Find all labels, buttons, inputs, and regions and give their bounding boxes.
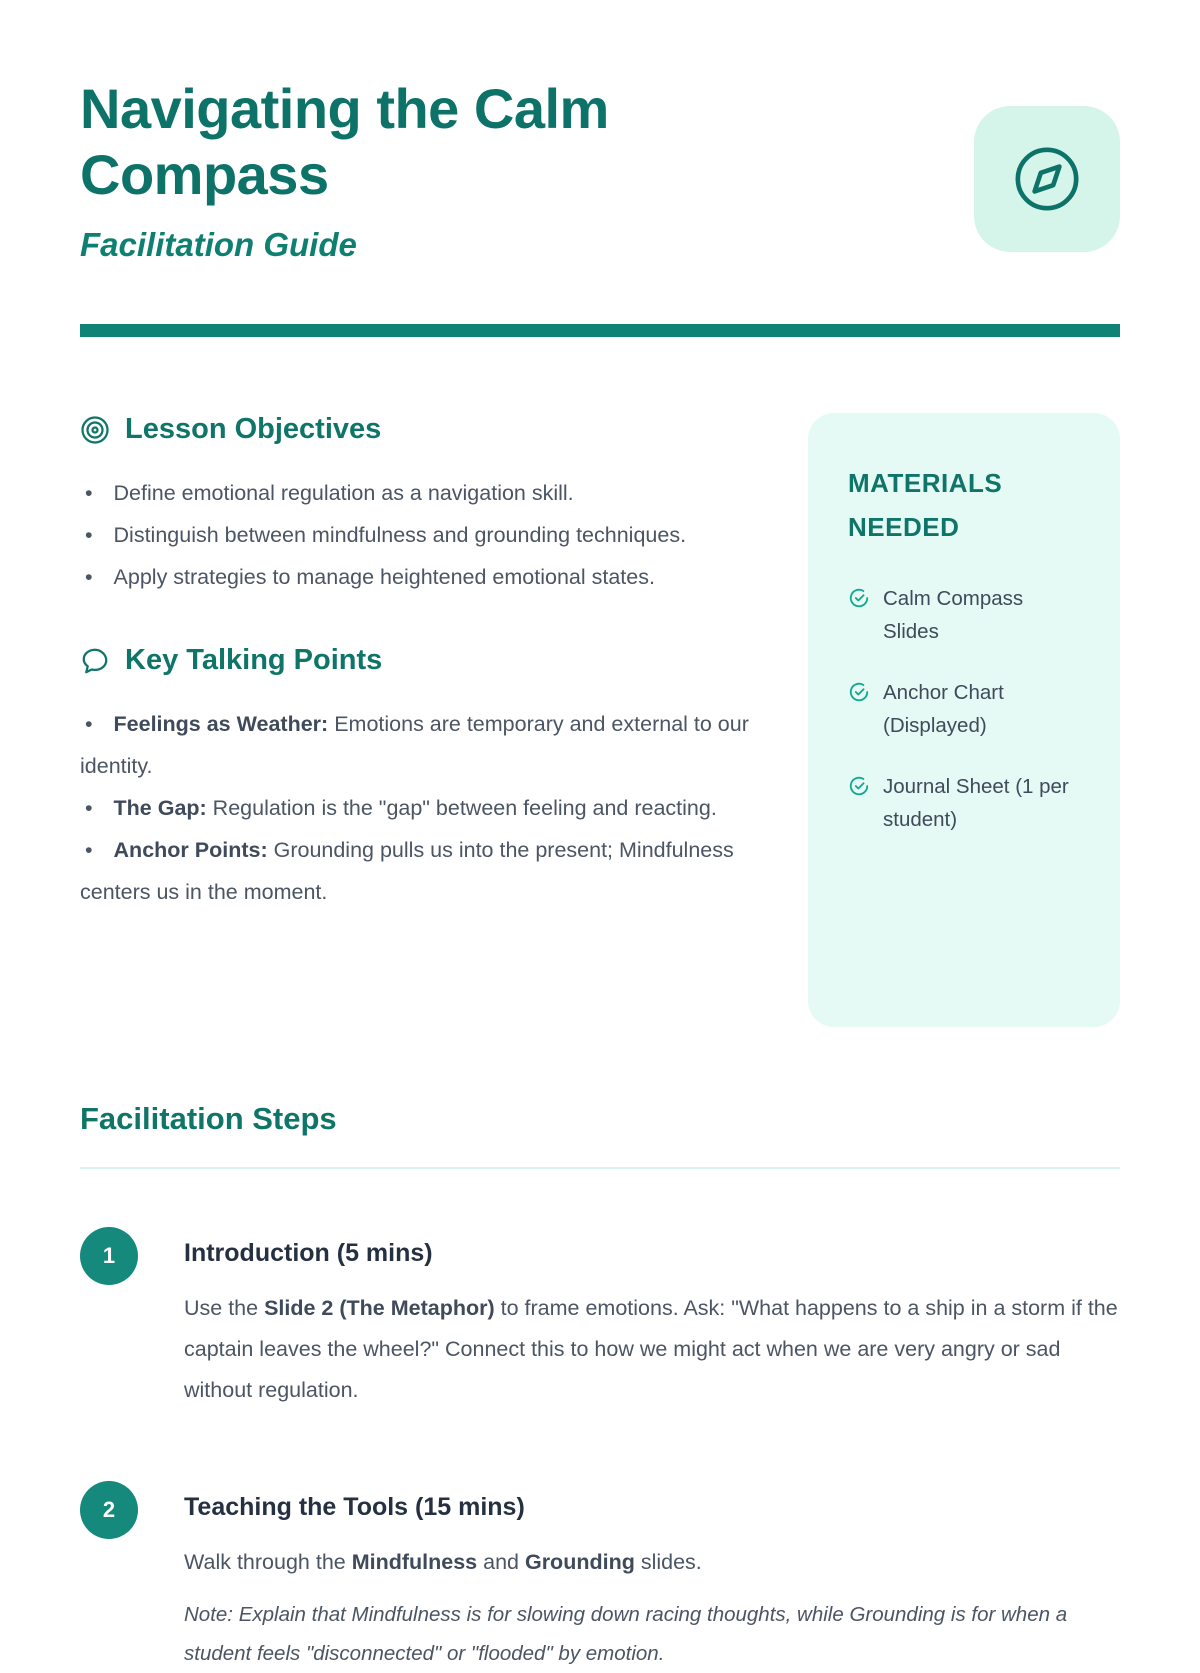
step-body [184,1542,1120,1583]
page-subtitle: Facilitation Guide [80,226,357,264]
objective-text: Apply strategies to manage heightened emotional states. [113,565,655,590]
steps-divider [80,1167,1120,1169]
talking-point-text: Regulation is the "gap" between feeling and reacting. [206,796,717,821]
header-text [80,76,800,264]
step-body-text: Use the [184,1296,265,1321]
step-body-text: and [477,1550,525,1575]
step-body-bold: Grounding [524,1550,635,1575]
material-text: Calm Compass Slides [883,586,1024,643]
talking-point-lead: Feelings as Weather: [113,712,329,737]
talking-point-item [80,829,770,913]
content-columns [80,413,1120,1027]
objective-text: Distinguish between mindfulness and grounding techniques. [113,523,687,548]
step-note: Note: Explain that Mindfulness is for slowing down racing thoughts, while Grounding is for when a student feels "disconnected" or "flooded" by emotion. [184,1603,1068,1666]
compass-badge [974,106,1120,252]
step-item-1 [80,1227,1120,1411]
talking-point-item [80,787,770,829]
talking-point-text: Emotions are temporary and external to our identity. [80,712,749,779]
step-item-2 [80,1481,1120,1673]
step-title: Teaching the Tools (15 mins) [184,1493,525,1522]
header [80,76,1120,264]
step-body-text: Walk through the [184,1550,352,1575]
compass-icon [1012,144,1082,214]
step-number-badge: 1 [80,1227,138,1285]
speech-bubble-icon [80,646,110,676]
lesson-objectives-heading-label: Lesson Objectives [125,413,382,446]
step-content [184,1481,1120,1673]
talking-point-lead: Anchor Points: [113,838,268,863]
left-column [80,413,770,1027]
objective-item [80,556,770,598]
material-text: Anchor Chart (Displayed) [883,680,1004,737]
check-circle-icon [848,775,870,797]
material-item [848,582,1084,648]
lesson-objectives-heading [80,413,770,446]
materials-needed-heading: MATERIALS NEEDED [848,468,1003,543]
material-item [848,676,1084,742]
check-circle-icon [848,681,870,703]
key-talking-points-heading [80,644,770,677]
key-talking-points-section [80,644,770,913]
lesson-objectives-section [80,413,770,598]
page-title: Navigating the Calm Compass [80,77,609,207]
talking-point-text: Grounding pulls us into the present; Mindfulness centers us in the moment. [80,838,734,905]
material-text: Journal Sheet (1 per student) [883,774,1069,831]
talking-point-lead: The Gap: [113,796,207,821]
objective-item [80,472,770,514]
facilitation-steps-section [80,1101,1120,1673]
facilitation-steps-heading: Facilitation Steps [80,1101,337,1137]
target-icon [80,415,110,445]
step-body-text: slides. [634,1550,702,1575]
step-number-badge: 2 [80,1481,138,1539]
step-body-text: to frame emotions. Ask: "What happens to a ship in a storm if the captain leaves the wheel?" Connect this to how we might act when we are very angry or sad without regulation. [184,1296,1118,1403]
talking-point-item [80,703,770,787]
step-body-bold: Mindfulness [351,1550,478,1575]
step-body [184,1288,1120,1411]
material-item [848,770,1084,836]
materials-needed-card [808,413,1120,1027]
key-talking-points-heading-label: Key Talking Points [125,644,383,677]
objective-item [80,514,770,556]
check-circle-icon [848,587,870,609]
step-content [184,1227,1120,1411]
objective-text: Define emotional regulation as a navigation skill. [113,481,574,506]
step-title: Introduction (5 mins) [184,1239,433,1268]
step-body-bold: Slide 2 (The Metaphor) [264,1296,495,1321]
header-divider [80,324,1120,337]
